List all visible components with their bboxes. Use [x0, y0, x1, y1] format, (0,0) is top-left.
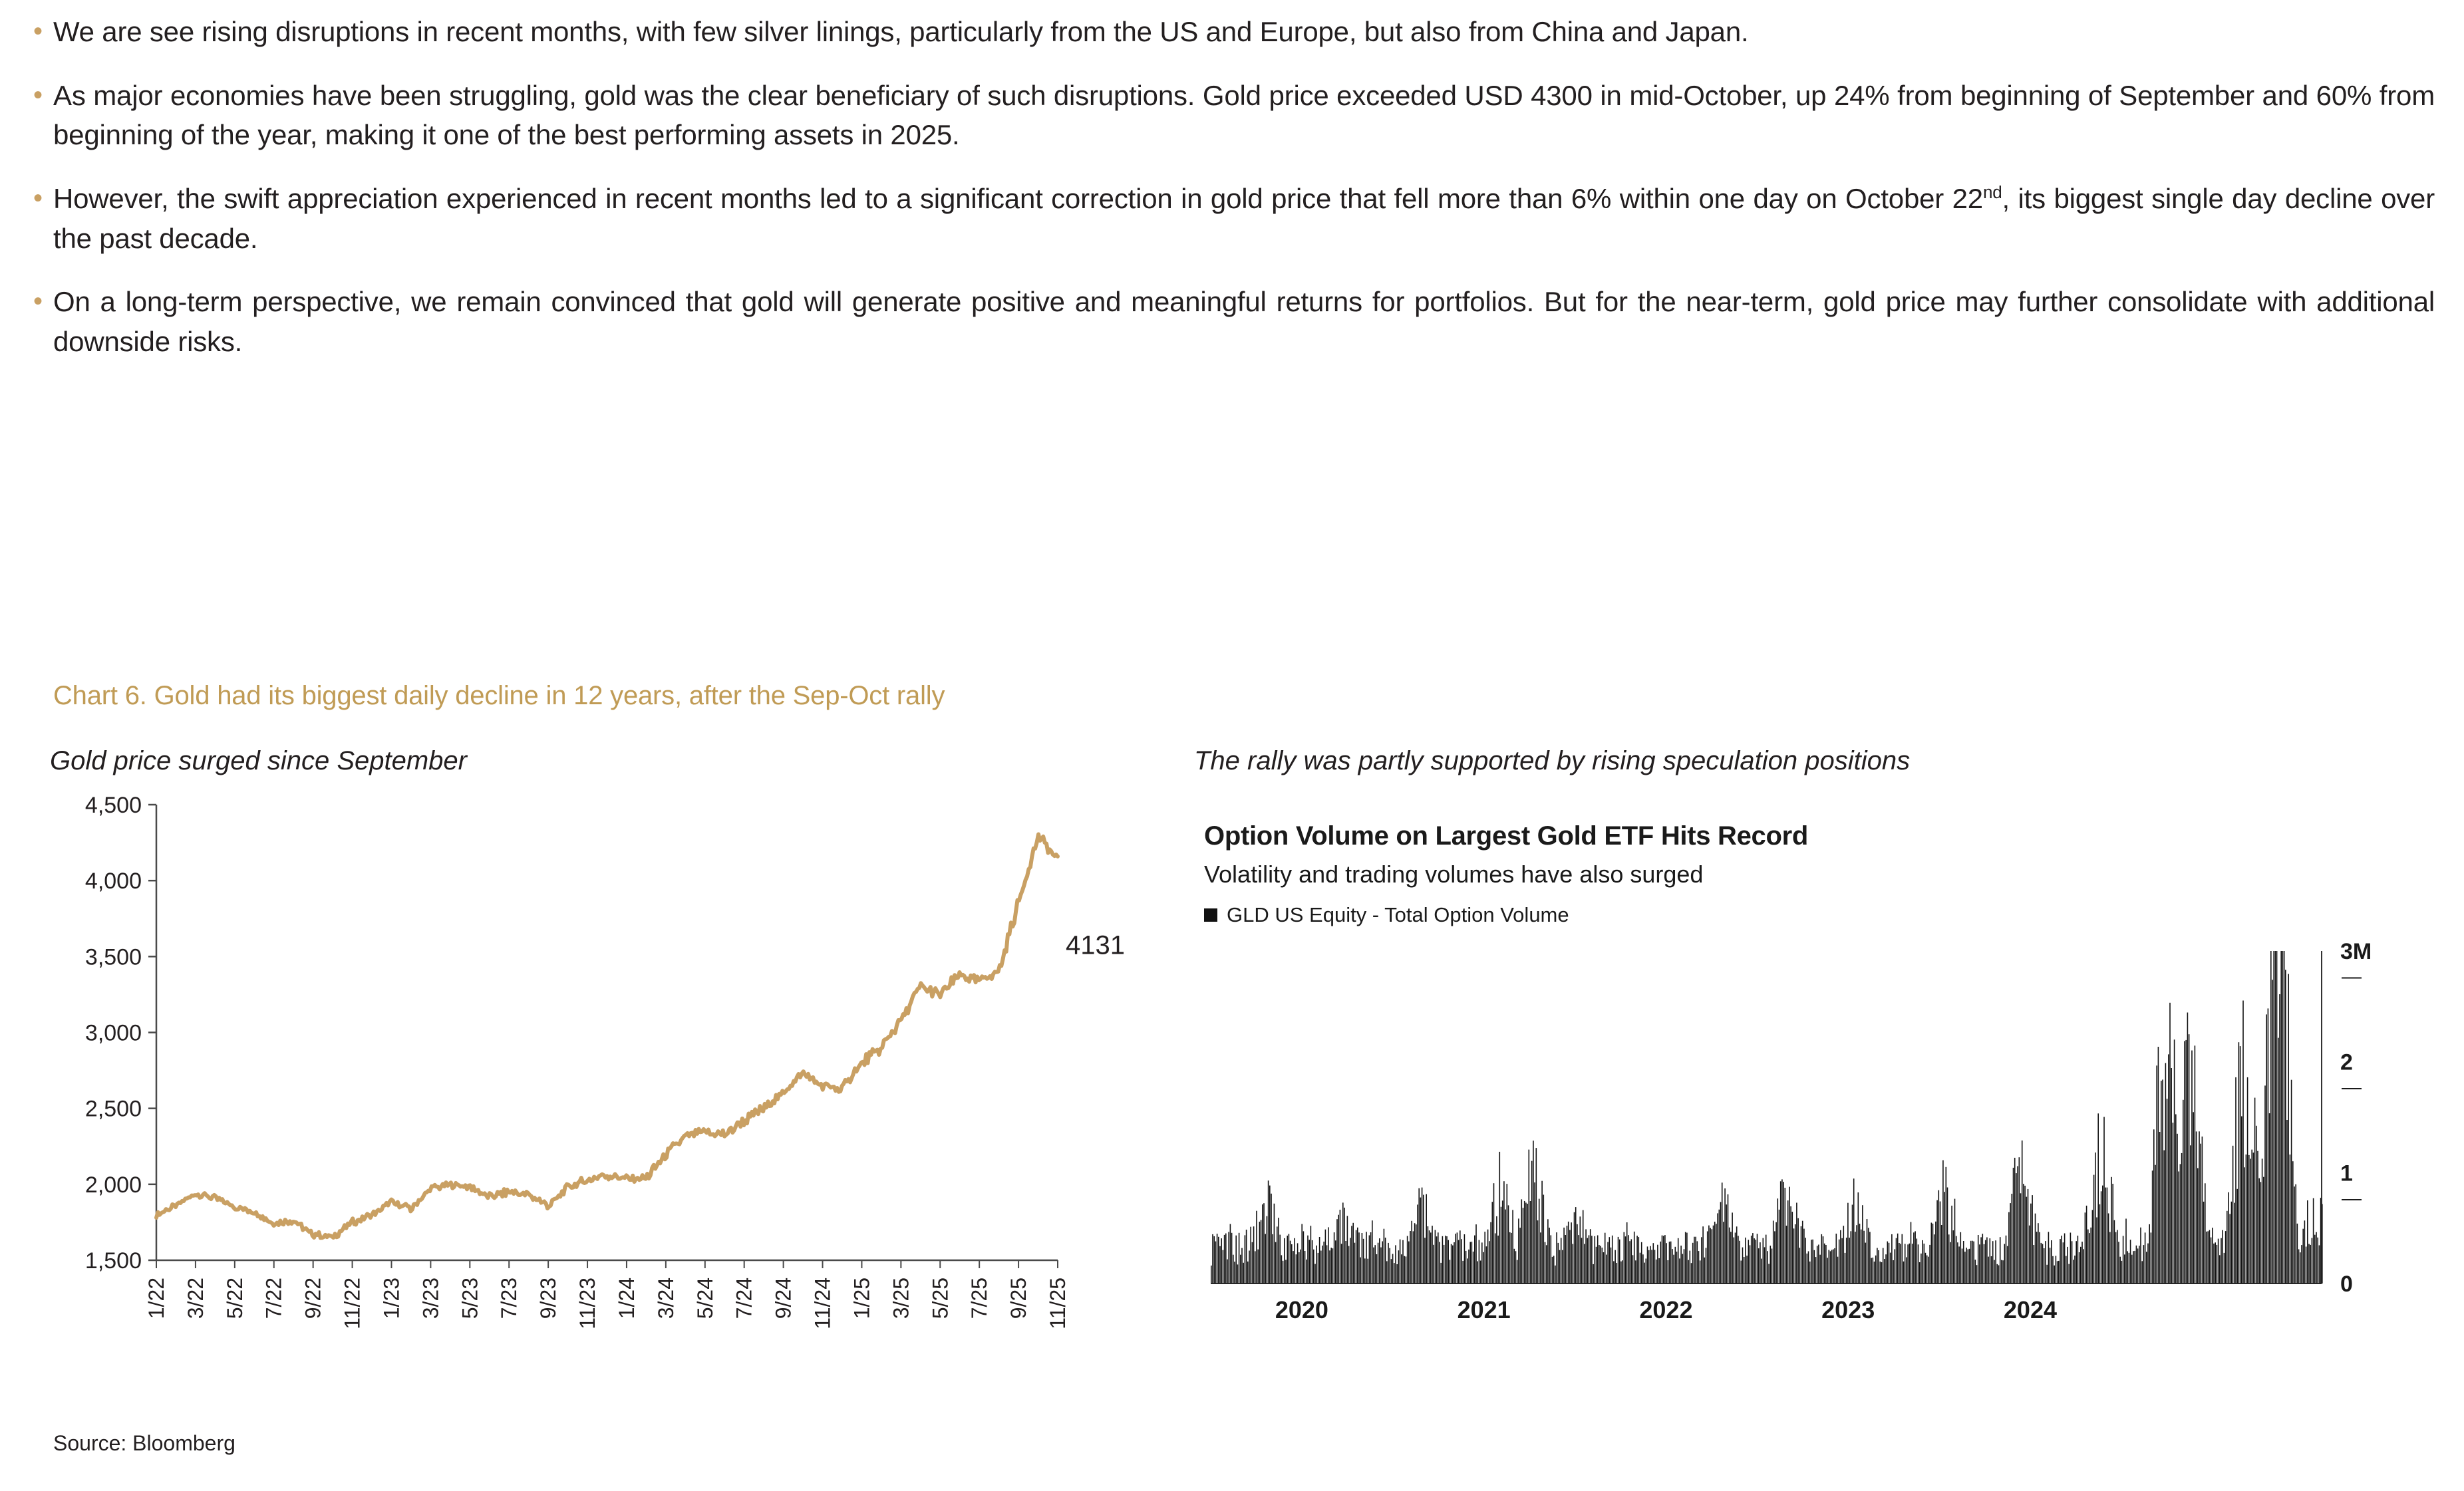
svg-text:0: 0 [2340, 1272, 2353, 1297]
svg-text:7/25: 7/25 [967, 1278, 992, 1319]
bullet-text-composite [53, 179, 2435, 258]
svg-text:1/22: 1/22 [144, 1278, 168, 1319]
svg-text:5/22: 5/22 [222, 1278, 247, 1319]
bullet-text: As major economies have been struggling, gold was the clear beneficiary of such disruptions. Gold price exceeded USD 4300 in mid-October, up 24% from beginning of September and 60% from beginning of the year, making it one of the best performing assets in 2025. [53, 79, 2435, 151]
svg-text:3/24: 3/24 [653, 1278, 678, 1319]
svg-text:1/23: 1/23 [379, 1278, 404, 1319]
svg-text:3/25: 3/25 [889, 1278, 913, 1319]
left-chart-subtitle: Gold price surged since September [50, 746, 467, 775]
panel-title: Option Volume on Largest Gold ETF Hits Record [1204, 821, 1809, 851]
bullet-dot-icon: • [33, 183, 43, 213]
svg-text:3,500: 3,500 [84, 944, 142, 970]
svg-text:5/24: 5/24 [693, 1278, 717, 1319]
bullet-list [27, 12, 2435, 385]
source-note: Source: Bloomberg [53, 1431, 235, 1455]
svg-text:3M: 3M [2340, 939, 2372, 964]
svg-text:—: — [2342, 1187, 2362, 1210]
svg-text:1: 1 [2340, 1160, 2353, 1186]
legend-label: GLD US Equity - Total Option Volume [1227, 903, 1569, 926]
chart-title: Chart 6. Gold had its biggest daily decline in 12 years, after the Sep-Oct rally [53, 681, 945, 710]
bullet-text-post: , its biggest single day decline over the past decade. [53, 182, 2435, 254]
right-chart-subtitle: The rally was partly supported by rising speculation positions [1194, 746, 1911, 775]
svg-text:9/22: 9/22 [301, 1278, 325, 1319]
svg-text:2021: 2021 [1457, 1296, 1511, 1323]
svg-text:11/23: 11/23 [575, 1278, 600, 1329]
bullet-text: On a long-term perspective, we remain convinced that gold will generate positive and meaningful returns for portfolios. But for the near-term, gold price may further consolidate with additional downside risks. [53, 286, 2435, 357]
gld-option-volume-svg [1191, 938, 2428, 1363]
svg-text:1/25: 1/25 [849, 1278, 874, 1319]
bullet-dot-icon: • [33, 80, 43, 110]
svg-text:11/25: 11/25 [1046, 1278, 1070, 1329]
svg-text:3/23: 3/23 [418, 1278, 443, 1319]
svg-text:4,500: 4,500 [84, 793, 142, 818]
svg-text:—: — [2342, 1076, 2362, 1099]
svg-text:5/23: 5/23 [458, 1278, 482, 1319]
svg-text:2022: 2022 [1639, 1296, 1693, 1323]
panel-subtitle: Volatility and trading volumes have also surged [1204, 861, 1704, 888]
svg-text:4131: 4131 [1066, 930, 1125, 960]
bullet-item [27, 282, 2435, 361]
svg-text:—: — [2342, 966, 2362, 988]
panel-legend [1204, 903, 2428, 927]
bullet-item [27, 76, 2435, 155]
svg-text:5/25: 5/25 [928, 1278, 953, 1319]
svg-text:9/25: 9/25 [1006, 1278, 1031, 1319]
bullet-item [27, 179, 2435, 258]
bullet-dot-icon: • [33, 17, 43, 46]
svg-text:4,000: 4,000 [84, 869, 142, 894]
svg-text:7/23: 7/23 [497, 1278, 522, 1319]
svg-text:9/24: 9/24 [771, 1278, 796, 1319]
svg-text:11/22: 11/22 [340, 1278, 365, 1329]
bullet-text: We are see rising disruptions in recent months, with few silver linings, particularly from the US and Europe, but also from China and Japan. [53, 16, 1749, 47]
svg-text:3/22: 3/22 [183, 1278, 208, 1319]
gold-price-svg [40, 791, 1171, 1410]
svg-text:2: 2 [2340, 1049, 2353, 1075]
svg-text:7/22: 7/22 [261, 1278, 286, 1319]
svg-text:2023: 2023 [1821, 1296, 1875, 1323]
svg-text:1/24: 1/24 [614, 1278, 639, 1319]
svg-text:3,000: 3,000 [84, 1020, 142, 1046]
bullet-dot-icon: • [33, 287, 43, 317]
gold-price-line-chart [40, 791, 1171, 1410]
svg-text:2020: 2020 [1275, 1296, 1328, 1323]
bullet-ordinal-suffix: nd [1982, 182, 2002, 202]
legend-swatch-icon [1204, 908, 1217, 922]
bullet-text-pre: However, the swift appreciation experienced in recent months led to a significant correction in gold price that fell more than 6% within one day on October 22 [53, 182, 1983, 214]
svg-text:1,500: 1,500 [84, 1248, 142, 1274]
gld-option-volume-panel [1191, 791, 2428, 1410]
svg-text:9/23: 9/23 [536, 1278, 561, 1319]
svg-text:7/24: 7/24 [732, 1278, 756, 1319]
svg-text:2024: 2024 [2003, 1296, 2058, 1323]
bullet-item [27, 12, 2435, 52]
svg-text:2,500: 2,500 [84, 1096, 142, 1122]
svg-text:11/24: 11/24 [810, 1278, 835, 1329]
svg-text:2,000: 2,000 [84, 1172, 142, 1198]
